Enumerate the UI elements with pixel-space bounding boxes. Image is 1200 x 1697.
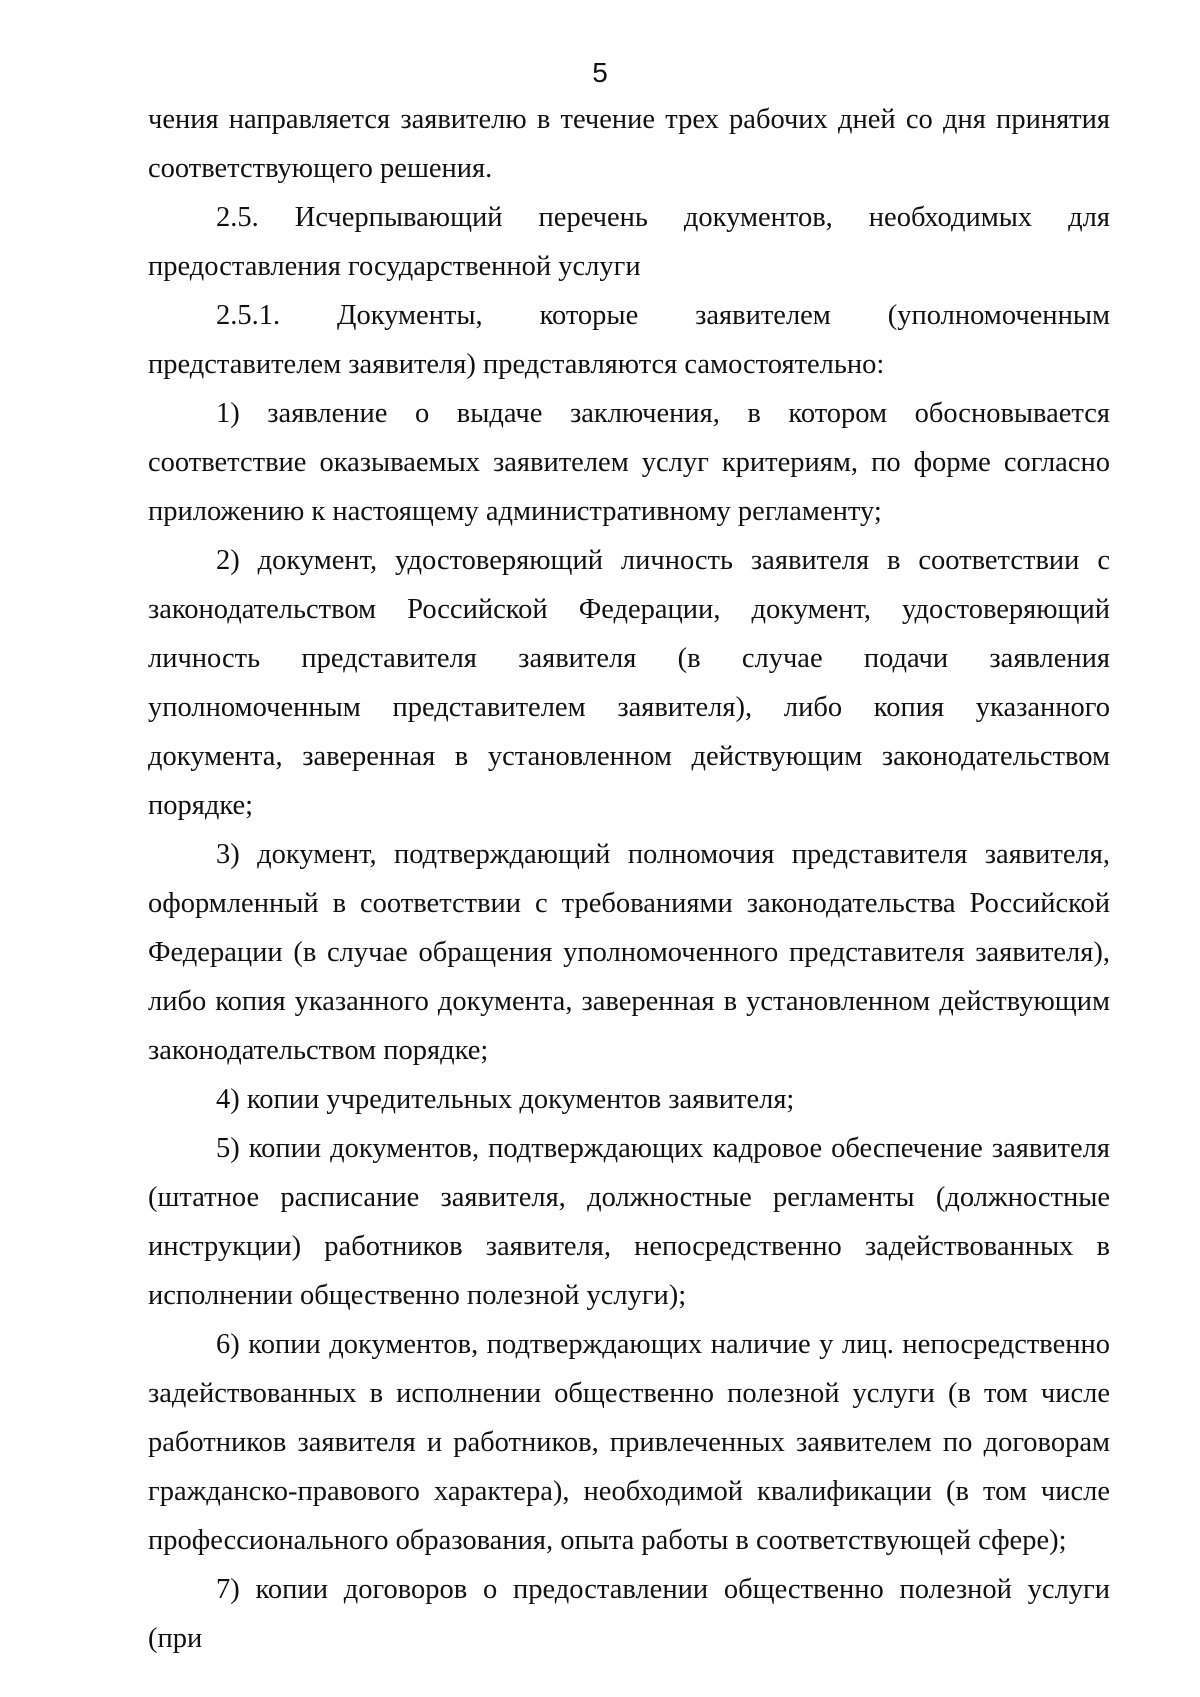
- paragraph-continuation: чения направляется заявителю в течение трех рабочих дней со дня принятия соответствующего решения.: [148, 104, 1110, 184]
- list-item-4: 4) копии учредительных документов заявителя;: [216, 1084, 795, 1115]
- list-item-1: 1) заявление о выдаче заключения, в котором обосновывается соответствие оказываемых заявителем услуг критериям, по форме согласно приложению к настоящему административному регламенту;: [148, 398, 1110, 527]
- section-heading-2-5: 2.5. Исчерпывающий перечень документов, необходимых для предоставления государственной услуги: [148, 202, 1110, 282]
- list-item-5: 5) копии документов, подтверждающих кадровое обеспечение заявителя (штатное расписание заявителя, должностные регламенты (должностные инструкции) работников заявителя, непосредственно задействованных в исполнении общественно полезной услуги);: [148, 1133, 1110, 1311]
- list-item-3: 3) документ, подтверждающий полномочия представителя заявителя, оформленный в соответствии с требованиями законодательства Российской Федерации (в случае обращения уполномоченного представителя заявителя), либо копия указанного документа, заверенная в установленном действующим законодательством порядке;: [148, 839, 1110, 1066]
- subsection-2-5-1: 2.5.1. Документы, которые заявителем (уполномоченным представителем заявителя) представляются самостоятельно:: [148, 300, 1110, 380]
- document-body: [148, 95, 1110, 1663]
- list-item-2: 2) документ, удостоверяющий личность заявителя в соответствии с законодательством Российской Федерации, документ, удостоверяющий личность представителя заявителя (в случае подачи заявления уполномоченным представителем заявителя), либо копия указанного документа, заверенная в установленном действующим законодательством порядке;: [148, 545, 1110, 821]
- page-number: 5: [592, 57, 608, 88]
- list-item-6: 6) копии документов, подтверждающих наличие у лиц. непосредственно задействованных в исполнении общественно полезной услуги (в том числе работников заявителя и работников, привлеченных заявителем по договорам гражданско-правового характера), необходимой квалификации (в том числе профессионального образования, опыта работы в соответствующей сфере);: [148, 1329, 1110, 1556]
- list-item-7: 7) копии договоров о предоставлении общественно полезной услуги (при: [148, 1574, 1110, 1654]
